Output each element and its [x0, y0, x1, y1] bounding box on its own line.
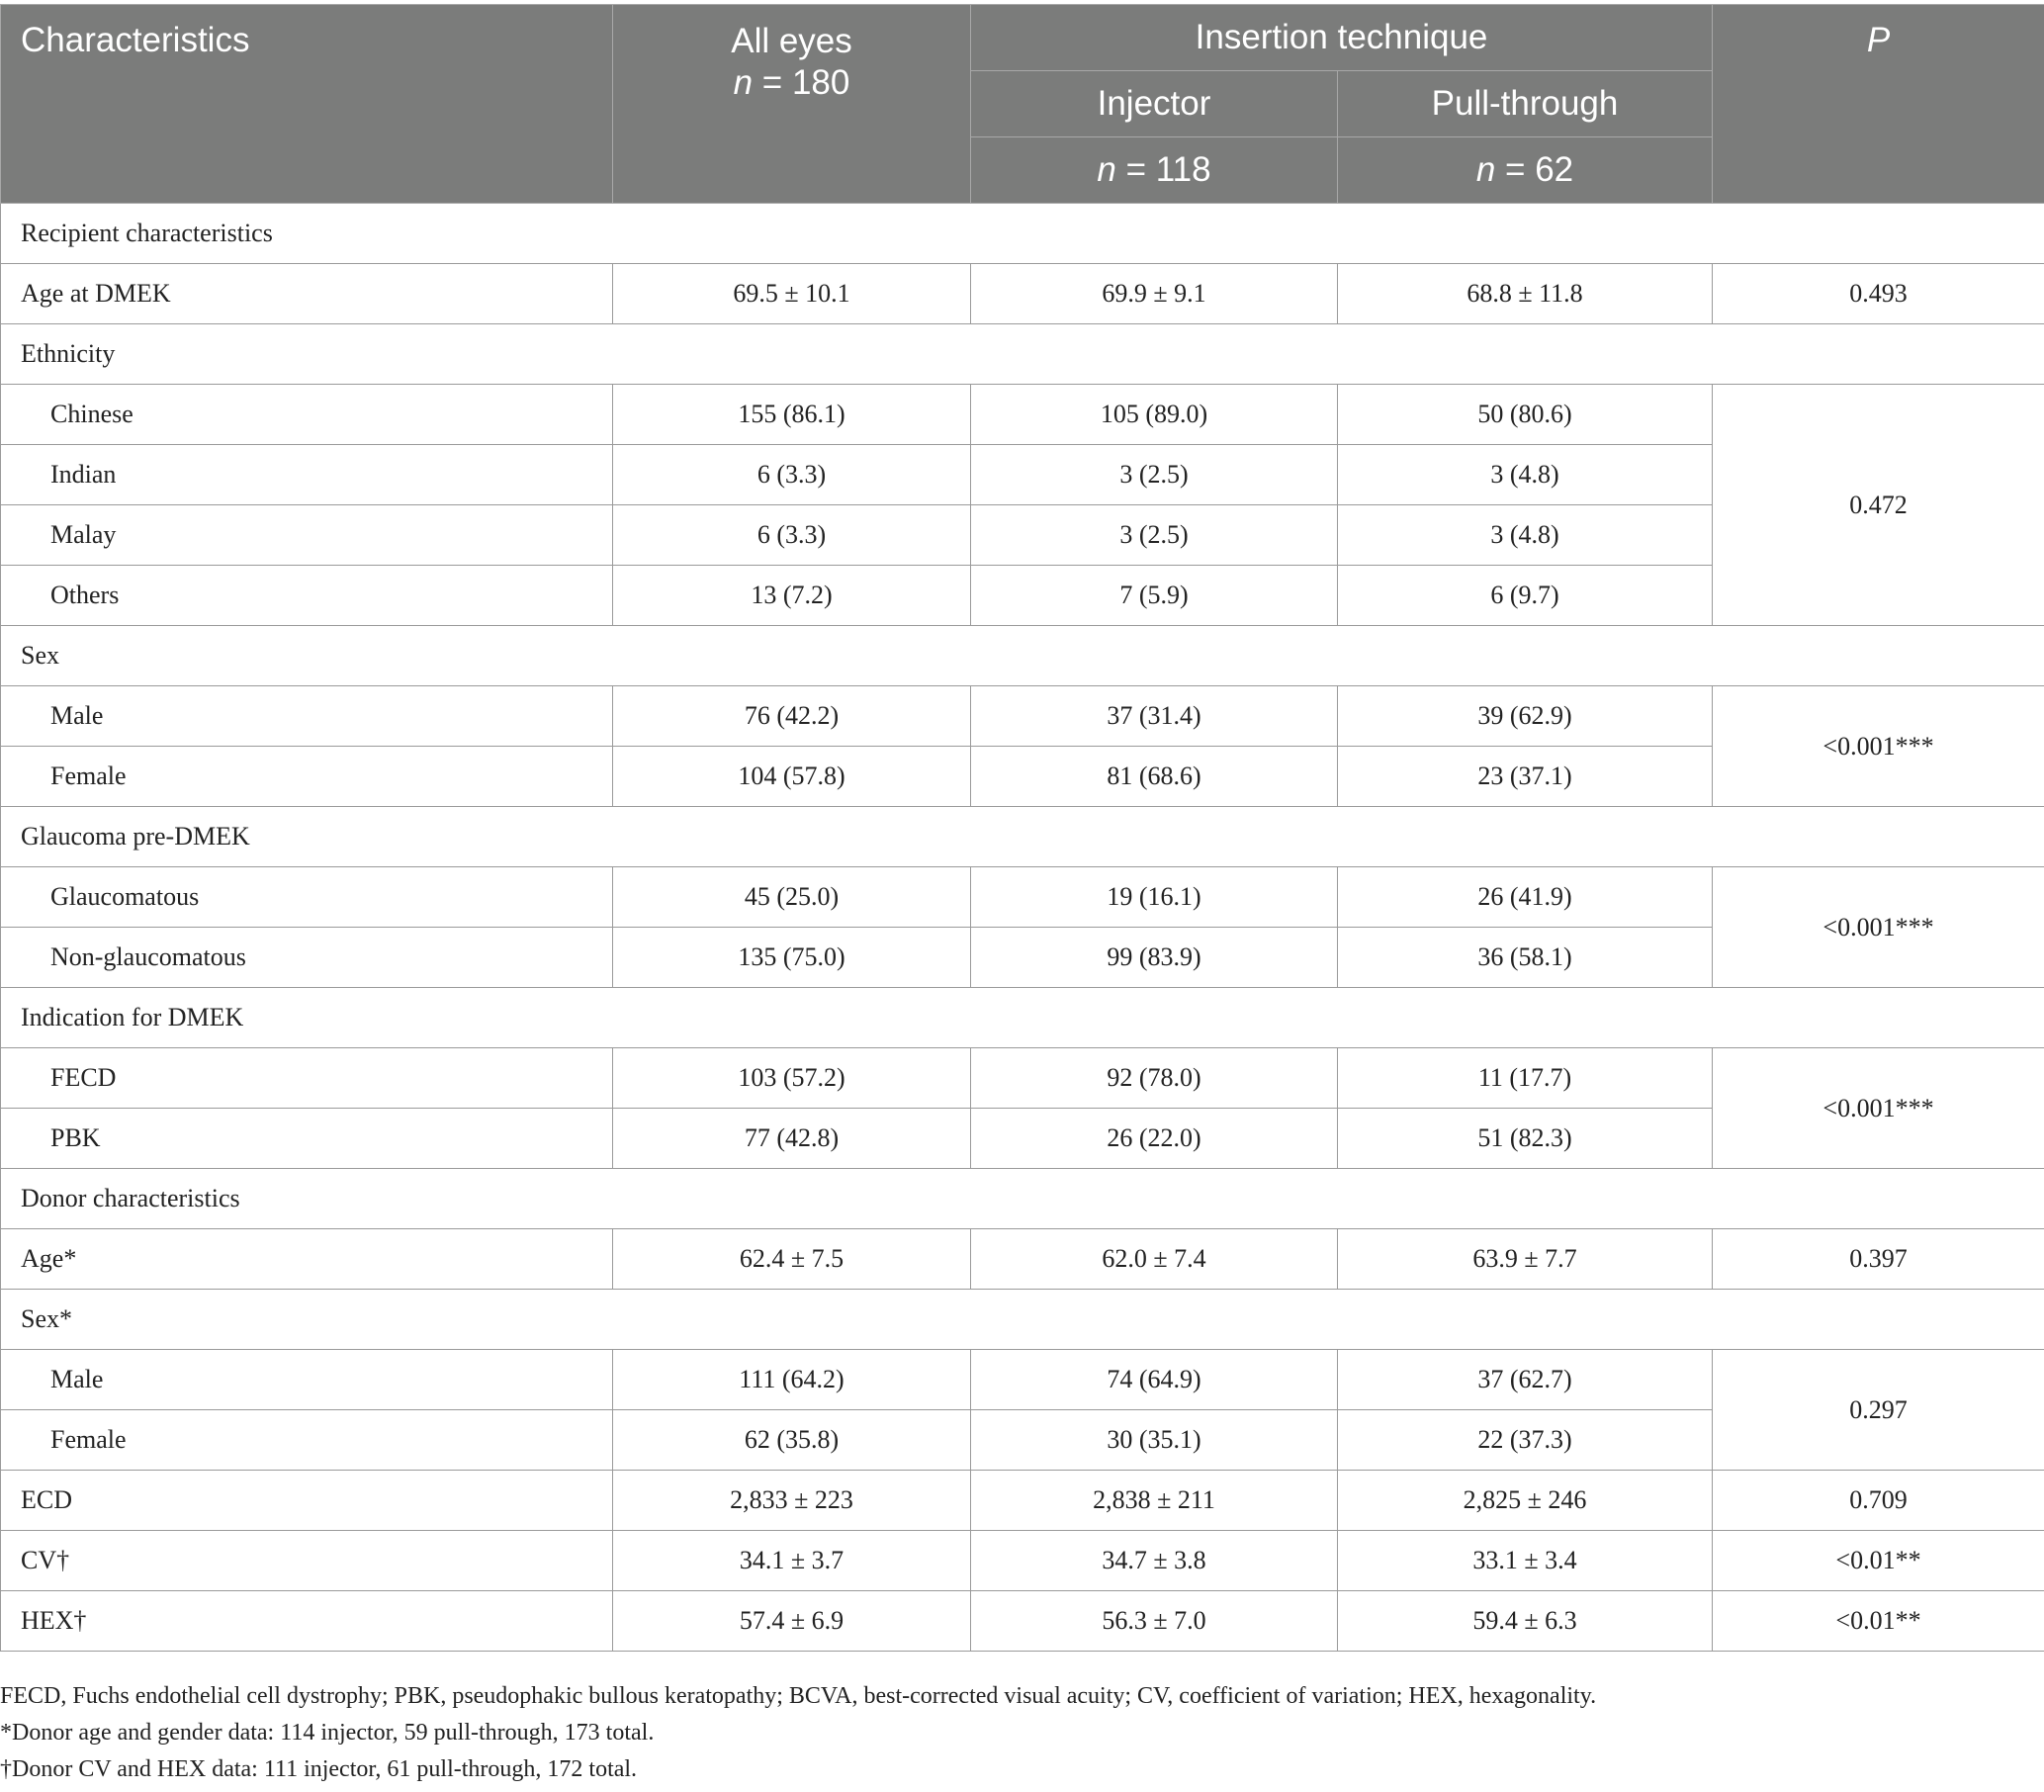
- section-donor-sex: Sex*: [1, 1290, 2044, 1350]
- section-row: [1, 1169, 2044, 1229]
- cell-pull-through: 6 (9.7): [1338, 566, 1713, 626]
- section-sex: Sex: [1, 626, 2044, 686]
- section-row: [1, 324, 2044, 385]
- cell-pull-through: 33.1 ± 3.4: [1338, 1531, 1713, 1591]
- header-all-eyes-n-value: = 180: [753, 63, 850, 102]
- cell-p: <0.01**: [1713, 1591, 2044, 1652]
- footnote-abbreviations: FECD, Fuchs endothelial cell dystrophy; PBK, pseudophakic bullous keratopathy; BCVA, best-corrected visual acuity; CV, coefficient of variation; HEX, hexagonality.: [0, 1683, 1597, 1709]
- cell-injector: 92 (78.0): [971, 1048, 1338, 1109]
- header-p-value: P: [1713, 5, 2044, 204]
- table-footnotes: [0, 1678, 2044, 1788]
- row-label: Male: [1, 686, 613, 747]
- row-label: Chinese: [1, 385, 613, 445]
- row-label: FECD: [1, 1048, 613, 1109]
- header-all-eyes-label: All eyes: [731, 22, 852, 60]
- cell-p: <0.01**: [1713, 1531, 2044, 1591]
- cell-p: <0.001***: [1713, 686, 2044, 807]
- cell-injector: 62.0 ± 7.4: [971, 1229, 1338, 1290]
- header-injector-n-italic: n: [1097, 150, 1116, 189]
- section-glaucoma: Glaucoma pre-DMEK: [1, 807, 2044, 867]
- table-row: [1, 264, 2044, 324]
- cell-pull-through: 50 (80.6): [1338, 385, 1713, 445]
- cell-pull-through: 3 (4.8): [1338, 505, 1713, 566]
- cell-injector: 26 (22.0): [971, 1109, 1338, 1169]
- cell-injector: 3 (2.5): [971, 445, 1338, 505]
- header-pull-through-n-italic: n: [1475, 150, 1496, 189]
- row-label: Age at DMEK: [1, 264, 613, 324]
- cell-all: 57.4 ± 6.9: [613, 1591, 971, 1652]
- cell-injector: 7 (5.9): [971, 566, 1338, 626]
- cell-all: 6 (3.3): [613, 445, 971, 505]
- cell-pull-through: 11 (17.7): [1338, 1048, 1713, 1109]
- row-label: ECD: [1, 1471, 613, 1531]
- table-row: [1, 1350, 2044, 1410]
- cell-pull-through: 37 (62.7): [1338, 1350, 1713, 1410]
- cell-p: 0.397: [1713, 1229, 2044, 1290]
- cell-all: 103 (57.2): [613, 1048, 971, 1109]
- section-row: [1, 626, 2044, 686]
- cell-p: 0.493: [1713, 264, 2044, 324]
- cell-injector: 56.3 ± 7.0: [971, 1591, 1338, 1652]
- cell-injector: 105 (89.0): [971, 385, 1338, 445]
- header-all-eyes: [613, 5, 971, 204]
- cell-all: 155 (86.1): [613, 385, 971, 445]
- cell-injector: 81 (68.6): [971, 747, 1338, 807]
- cell-pull-through: 36 (58.1): [1338, 928, 1713, 988]
- header-injector: Injector: [971, 71, 1338, 137]
- cell-all: 62.4 ± 7.5: [613, 1229, 971, 1290]
- cell-all: 2,833 ± 223: [613, 1471, 971, 1531]
- cell-all: 34.1 ± 3.7: [613, 1531, 971, 1591]
- cell-injector: 3 (2.5): [971, 505, 1338, 566]
- cell-all: 135 (75.0): [613, 928, 971, 988]
- header-injector-n: [971, 137, 1338, 204]
- row-label: Male: [1, 1350, 613, 1410]
- characteristics-table: [0, 4, 2044, 1652]
- header-pull-through: Pull-through: [1338, 71, 1713, 137]
- header-pull-through-n: [1338, 137, 1713, 204]
- row-label: HEX†: [1, 1591, 613, 1652]
- row-label: Age*: [1, 1229, 613, 1290]
- cell-pull-through: 59.4 ± 6.3: [1338, 1591, 1713, 1652]
- header-all-eyes-n: n: [733, 63, 754, 102]
- row-label: Female: [1, 747, 613, 807]
- cell-pull-through: 23 (37.1): [1338, 747, 1713, 807]
- footnote-donor-age: *Donor age and gender data: 114 injector, 59 pull-through, 173 total.: [0, 1720, 655, 1746]
- table-row: [1, 686, 2044, 747]
- cell-p: 0.709: [1713, 1471, 2044, 1531]
- cell-pull-through: 2,825 ± 246: [1338, 1471, 1713, 1531]
- section-donor: Donor characteristics: [1, 1169, 2044, 1229]
- table-row: [1, 385, 2044, 445]
- section-row: [1, 807, 2044, 867]
- table-row: [1, 1591, 2044, 1652]
- cell-injector: 19 (16.1): [971, 867, 1338, 928]
- table-row: [1, 867, 2044, 928]
- cell-pull-through: 22 (37.3): [1338, 1410, 1713, 1471]
- row-label: Malay: [1, 505, 613, 566]
- section-indication: Indication for DMEK: [1, 988, 2044, 1048]
- footnote-donor-cv: †Donor CV and HEX data: 111 injector, 61 pull-through, 172 total.: [0, 1756, 638, 1782]
- cell-all: 69.5 ± 10.1: [613, 264, 971, 324]
- cell-all: 45 (25.0): [613, 867, 971, 928]
- cell-all: 62 (35.8): [613, 1410, 971, 1471]
- cell-p: <0.001***: [1713, 1048, 2044, 1169]
- cell-all: 13 (7.2): [613, 566, 971, 626]
- row-label: Non-glaucomatous: [1, 928, 613, 988]
- cell-p: 0.297: [1713, 1350, 2044, 1471]
- header-pull-through-n-value: = 62: [1495, 150, 1574, 189]
- cell-injector: 34.7 ± 3.8: [971, 1531, 1338, 1591]
- row-label: Glaucomatous: [1, 867, 613, 928]
- cell-p: <0.001***: [1713, 867, 2044, 988]
- cell-pull-through: 3 (4.8): [1338, 445, 1713, 505]
- cell-pull-through: 39 (62.9): [1338, 686, 1713, 747]
- cell-injector: 74 (64.9): [971, 1350, 1338, 1410]
- table-row: [1, 1229, 2044, 1290]
- cell-all: 104 (57.8): [613, 747, 971, 807]
- cell-pull-through: 63.9 ± 7.7: [1338, 1229, 1713, 1290]
- section-row: [1, 1290, 2044, 1350]
- header-insertion-technique: Insertion technique: [971, 5, 1713, 71]
- cell-pull-through: 51 (82.3): [1338, 1109, 1713, 1169]
- cell-injector: 69.9 ± 9.1: [971, 264, 1338, 324]
- row-label: Others: [1, 566, 613, 626]
- section-ethnicity: Ethnicity: [1, 324, 2044, 385]
- cell-all: 77 (42.8): [613, 1109, 971, 1169]
- header-injector-n-value: = 118: [1115, 150, 1211, 189]
- row-label: CV†: [1, 1531, 613, 1591]
- cell-all: 6 (3.3): [613, 505, 971, 566]
- table-row: [1, 1531, 2044, 1591]
- cell-all: 76 (42.2): [613, 686, 971, 747]
- row-label: PBK: [1, 1109, 613, 1169]
- cell-injector: 2,838 ± 211: [971, 1471, 1338, 1531]
- cell-injector: 99 (83.9): [971, 928, 1338, 988]
- row-label: Female: [1, 1410, 613, 1471]
- cell-p: 0.472: [1713, 385, 2044, 626]
- section-row: [1, 988, 2044, 1048]
- header-characteristics: Characteristics: [1, 5, 613, 204]
- cell-pull-through: 68.8 ± 11.8: [1338, 264, 1713, 324]
- row-label: Indian: [1, 445, 613, 505]
- cell-all: 111 (64.2): [613, 1350, 971, 1410]
- cell-injector: 37 (31.4): [971, 686, 1338, 747]
- cell-pull-through: 26 (41.9): [1338, 867, 1713, 928]
- table-row: [1, 1048, 2044, 1109]
- section-row: [1, 204, 2044, 264]
- cell-injector: 30 (35.1): [971, 1410, 1338, 1471]
- section-recipient: Recipient characteristics: [1, 204, 2044, 264]
- table-row: [1, 1471, 2044, 1531]
